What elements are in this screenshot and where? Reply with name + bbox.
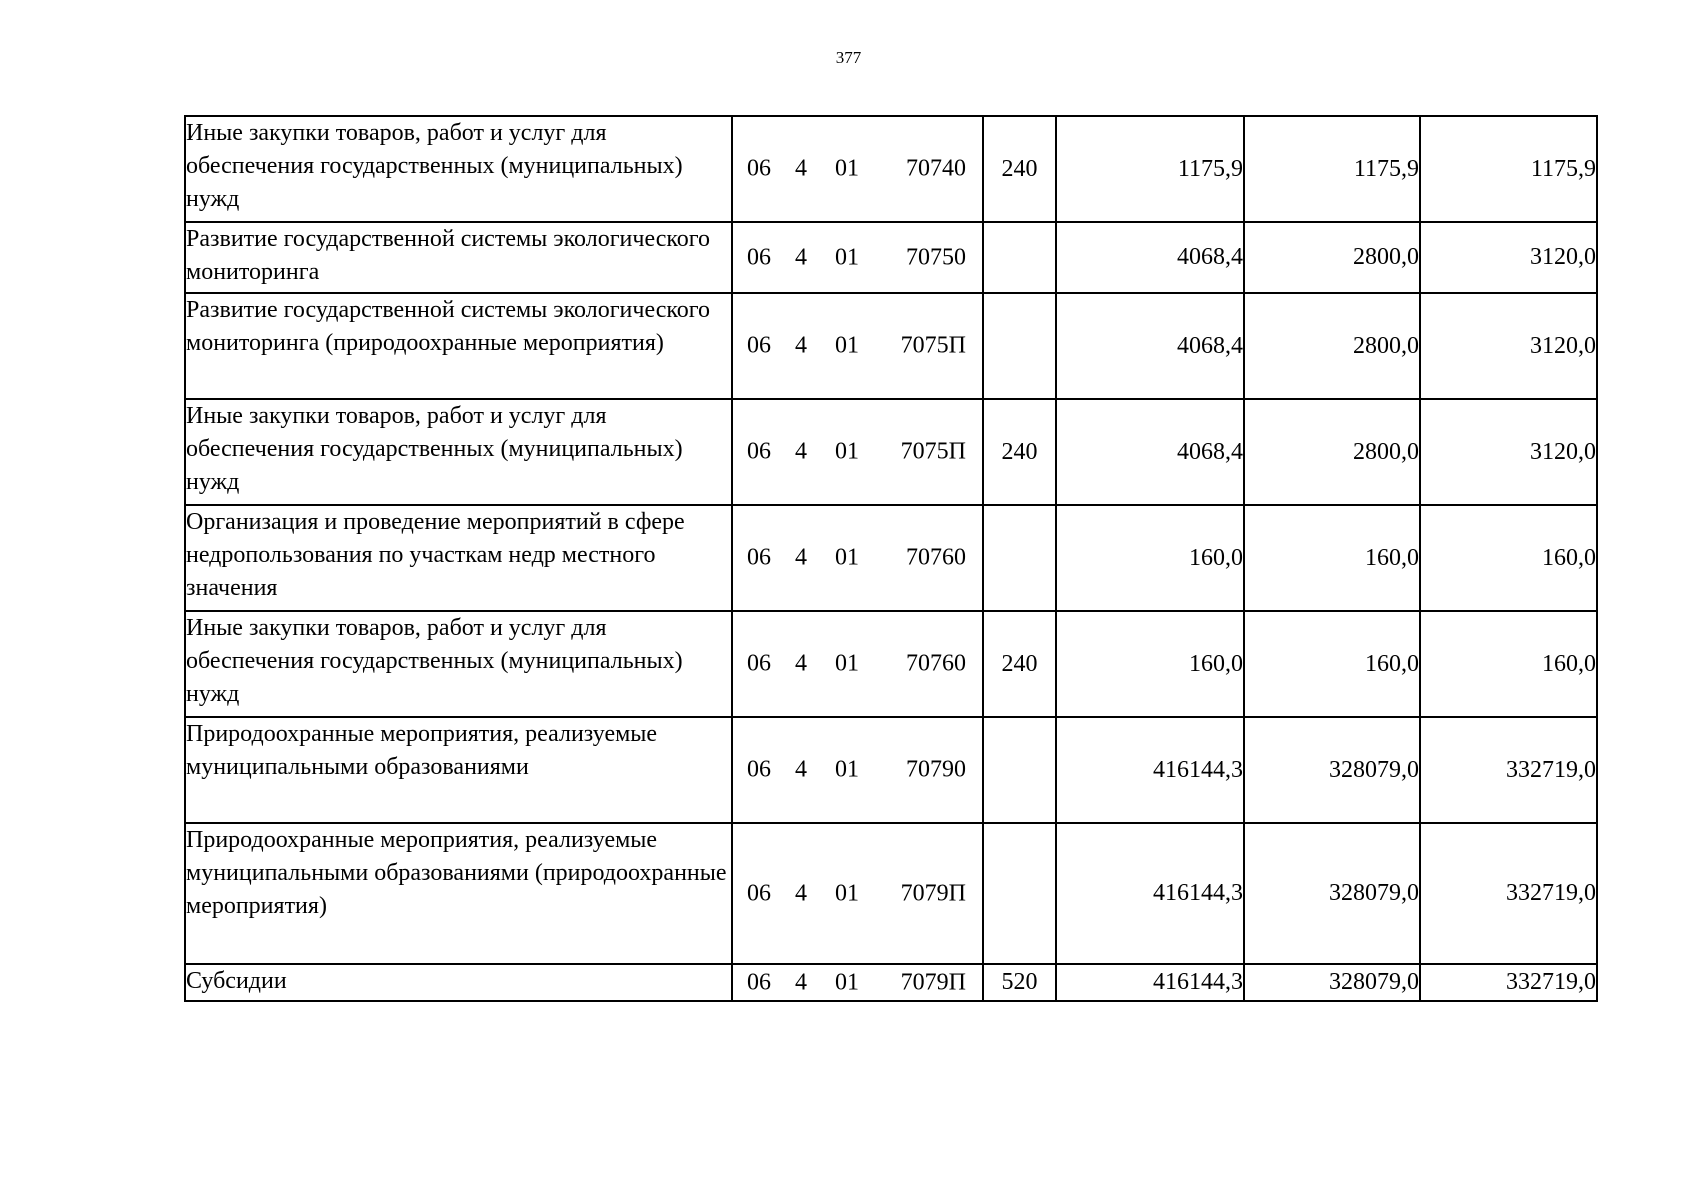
subprogram-code: 4 xyxy=(795,155,807,182)
event-code: 01 xyxy=(835,650,859,677)
target-code-cell xyxy=(732,823,983,964)
target-code-cell xyxy=(732,964,983,1001)
direction-code: 7079П xyxy=(900,880,966,906)
year1-amount: 4068,4 xyxy=(1056,399,1244,505)
year3-amount: 3120,0 xyxy=(1420,399,1597,505)
year1-amount: 1175,9 xyxy=(1056,116,1244,222)
year3-amount: 160,0 xyxy=(1420,611,1597,717)
expense-kind-cell xyxy=(983,717,1056,823)
direction-code: 70750 xyxy=(906,244,966,270)
year2-amount: 2800,0 xyxy=(1244,293,1420,399)
direction-code: 70760 xyxy=(906,650,966,677)
direction-code: 70790 xyxy=(906,756,966,783)
year2-amount: 328079,0 xyxy=(1244,717,1420,823)
table-row xyxy=(185,611,1597,717)
target-code-cell xyxy=(732,222,983,293)
table-row xyxy=(185,823,1597,964)
row-name-cell: Природоохранные мероприятия, реализуемые муниципальными образованиями xyxy=(185,717,732,823)
expense-kind-cell xyxy=(983,222,1056,293)
program-code: 06 xyxy=(747,880,771,906)
year3-amount: 332719,0 xyxy=(1420,823,1597,964)
row-name-cell: Развитие государственной системы экологического мониторинга xyxy=(185,222,732,293)
expense-kind-cell xyxy=(983,823,1056,964)
table-row xyxy=(185,116,1597,222)
year2-amount: 1175,9 xyxy=(1244,116,1420,222)
target-code-cell xyxy=(732,611,983,717)
table-row xyxy=(185,505,1597,611)
subprogram-code: 4 xyxy=(795,438,807,465)
year1-amount: 416144,3 xyxy=(1056,964,1244,1001)
subprogram-code: 4 xyxy=(795,880,807,906)
event-code: 01 xyxy=(835,969,859,995)
row-name-cell: Иные закупки товаров, работ и услуг для обеспечения государственных (муниципальных) нужд xyxy=(185,116,732,222)
table-row xyxy=(185,222,1597,293)
year3-amount: 332719,0 xyxy=(1420,717,1597,823)
expense-kind-cell xyxy=(983,293,1056,399)
row-name-cell: Природоохранные мероприятия, реализуемые муниципальными образованиями (природоохранные мероприятия) xyxy=(185,823,732,964)
direction-code: 7075П xyxy=(900,332,966,359)
year3-amount: 332719,0 xyxy=(1420,964,1597,1001)
program-code: 06 xyxy=(747,544,771,571)
event-code: 01 xyxy=(835,880,859,906)
program-code: 06 xyxy=(747,650,771,677)
event-code: 01 xyxy=(835,155,859,182)
target-code-cell xyxy=(732,399,983,505)
program-code: 06 xyxy=(747,969,771,995)
direction-code: 7075П xyxy=(900,438,966,465)
row-name-cell: Иные закупки товаров, работ и услуг для обеспечения государственных (муниципальных) нужд xyxy=(185,611,732,717)
year1-amount: 416144,3 xyxy=(1056,823,1244,964)
program-code: 06 xyxy=(747,332,771,359)
event-code: 01 xyxy=(835,544,859,571)
direction-code: 70760 xyxy=(906,544,966,571)
year2-amount: 2800,0 xyxy=(1244,399,1420,505)
direction-code: 7079П xyxy=(900,969,966,995)
program-code: 06 xyxy=(747,244,771,270)
expense-kind-cell xyxy=(983,505,1056,611)
target-code-cell xyxy=(732,293,983,399)
target-code-cell xyxy=(732,717,983,823)
program-code: 06 xyxy=(747,756,771,783)
year3-amount: 160,0 xyxy=(1420,505,1597,611)
event-code: 01 xyxy=(835,756,859,783)
subprogram-code: 4 xyxy=(795,244,807,270)
row-name-cell: Организация и проведение мероприятий в сфере недропользования по участкам недр местного значения xyxy=(185,505,732,611)
row-name-cell: Иные закупки товаров, работ и услуг для обеспечения государственных (муниципальных) нужд xyxy=(185,399,732,505)
table-row xyxy=(185,399,1597,505)
expense-kind-cell: 240 xyxy=(983,116,1056,222)
year3-amount: 3120,0 xyxy=(1420,293,1597,399)
expense-kind-cell: 240 xyxy=(983,611,1056,717)
subprogram-code: 4 xyxy=(795,756,807,783)
year1-amount: 4068,4 xyxy=(1056,293,1244,399)
year1-amount: 416144,3 xyxy=(1056,717,1244,823)
expense-kind-cell: 520 xyxy=(983,964,1056,1001)
year3-amount: 1175,9 xyxy=(1420,116,1597,222)
event-code: 01 xyxy=(835,438,859,465)
year2-amount: 2800,0 xyxy=(1244,222,1420,293)
year1-amount: 160,0 xyxy=(1056,611,1244,717)
row-name-cell: Субсидии xyxy=(185,964,732,1001)
event-code: 01 xyxy=(835,332,859,359)
table-body xyxy=(185,116,1597,1001)
direction-code: 70740 xyxy=(906,155,966,182)
event-code: 01 xyxy=(835,244,859,270)
target-code-cell xyxy=(732,505,983,611)
budget-table xyxy=(184,115,1598,1002)
subprogram-code: 4 xyxy=(795,650,807,677)
year2-amount: 160,0 xyxy=(1244,611,1420,717)
subprogram-code: 4 xyxy=(795,969,807,995)
subprogram-code: 4 xyxy=(795,544,807,571)
target-code-cell xyxy=(732,116,983,222)
page-number: 377 xyxy=(835,48,862,67)
year2-amount: 328079,0 xyxy=(1244,823,1420,964)
year1-amount: 160,0 xyxy=(1056,505,1244,611)
year3-amount: 3120,0 xyxy=(1420,222,1597,293)
program-code: 06 xyxy=(747,438,771,465)
table-row xyxy=(185,293,1597,399)
subprogram-code: 4 xyxy=(795,332,807,359)
year1-amount: 4068,4 xyxy=(1056,222,1244,293)
row-name-cell: Развитие государственной системы экологического мониторинга (природоохранные мероприятия) xyxy=(185,293,732,399)
year2-amount: 328079,0 xyxy=(1244,964,1420,1001)
expense-kind-cell: 240 xyxy=(983,399,1056,505)
year2-amount: 160,0 xyxy=(1244,505,1420,611)
table-row xyxy=(185,717,1597,823)
table-row xyxy=(185,964,1597,1001)
program-code: 06 xyxy=(747,155,771,182)
